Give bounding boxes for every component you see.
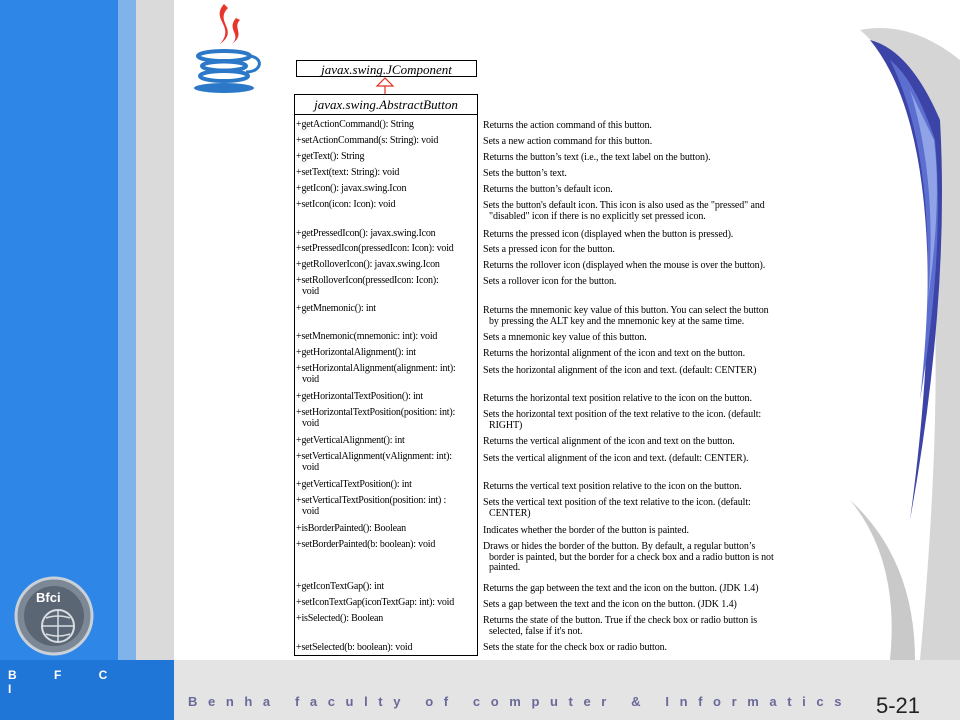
member-description: Returns the vertical alignment of the icon and text on the button. <box>483 436 735 447</box>
member-signature-line: +setHorizontalTextPosition(position: int): <box>296 407 456 418</box>
member-signature <box>296 496 478 517</box>
member-description: Returns the button’s default icon. <box>483 184 613 195</box>
bfci-logo-icon <box>14 574 94 658</box>
member-signature: +setPressedIcon(pressedIcon: Icon): void <box>296 243 454 254</box>
member-description: Sets a pressed icon for the button. <box>483 244 615 255</box>
member-description-line: Returns the state of the button. True if the check box or radio button is <box>483 615 758 626</box>
uml-superclass-box: javax.swing.JComponent <box>296 60 477 77</box>
uml-class-title: javax.swing.AbstractButton <box>295 95 477 115</box>
sidebar-gray-band <box>136 0 174 660</box>
member-description-line: Sets the horizontal text position of the text relative to the icon. (default: <box>483 409 762 420</box>
member-description <box>483 616 813 637</box>
member-description-line: CENTER) <box>489 507 531 519</box>
member-description <box>483 306 813 327</box>
member-signature: +getText(): String <box>296 151 365 162</box>
member-signature-line: void <box>302 417 319 429</box>
member-description-line: by pressing the ALT key and the mnemonic key at the same time. <box>489 315 745 327</box>
member-signature: +getIcon(): javax.swing.Icon <box>296 183 407 194</box>
member-description-line: "disabled" icon if there is no explicitly set pressed icon. <box>489 210 706 222</box>
member-description: Returns the rollover icon (displayed when the mouse is over the button). <box>483 260 766 271</box>
member-description: Returns the horizontal alignment of the icon and text on the button. <box>483 348 746 359</box>
member-description: Sets the horizontal alignment of the icon and text. (default: CENTER) <box>483 365 757 376</box>
member-description-line: RIGHT) <box>489 419 523 431</box>
member-signature: +getVerticalTextPosition(): int <box>296 479 412 490</box>
inheritance-arrow-icon <box>372 77 398 95</box>
member-signature: +setActionCommand(s: String): void <box>296 135 439 146</box>
member-signature: +getIconTextGap(): int <box>296 581 385 592</box>
member-signature: +getRolloverIcon(): javax.swing.Icon <box>296 259 440 270</box>
member-description: Returns the gap between the text and the icon on the button. (JDK 1.4) <box>483 583 759 594</box>
member-signature <box>296 452 478 473</box>
member-signature-line: void <box>302 461 319 473</box>
member-description: Returns the pressed icon (displayed when the button is pressed). <box>483 229 734 240</box>
member-description: Returns the button’s text (i.e., the text label on the button). <box>483 152 711 163</box>
footer-faculty-name: Benha faculty of computer & Informatics <box>188 694 853 709</box>
member-description: Sets a gap between the text and the icon on the button. (JDK 1.4) <box>483 599 737 610</box>
member-description: Sets the button’s text. <box>483 168 567 179</box>
member-signature: +getPressedIcon(): javax.swing.Icon <box>296 228 436 239</box>
member-signature-line: +setVerticalTextPosition(position: int) : <box>296 495 447 506</box>
page-number: 5-21 <box>875 693 920 718</box>
member-signature-line: +setRolloverIcon(pressedIcon: Icon): <box>296 275 439 286</box>
member-description: Indicates whether the border of the button is painted. <box>483 525 689 536</box>
member-description-line: Sets the vertical text position of the text relative to the icon. (default: <box>483 497 751 508</box>
member-signature: +setSelected(b: boolean): void <box>296 642 413 653</box>
member-signature: +setText(text: String): void <box>296 167 400 178</box>
member-signature: +getHorizontalAlignment(): int <box>296 347 416 358</box>
member-signature: +setIcon(icon: Icon): void <box>296 199 396 210</box>
member-description-line: painted. <box>489 562 521 573</box>
member-description: Returns the action command of this button. <box>483 120 652 131</box>
member-signature <box>296 408 478 429</box>
decorative-swoosh-icon <box>820 0 960 660</box>
member-description <box>483 498 813 519</box>
member-description <box>483 542 813 574</box>
member-signature-line: void <box>302 505 319 517</box>
sidebar-light-band <box>118 0 136 720</box>
member-signature: +getVerticalAlignment(): int <box>296 435 405 446</box>
member-signature-line: +setHorizontalAlignment(alignment: int): <box>296 363 456 374</box>
member-signature <box>296 364 478 385</box>
member-signature: +setIconTextGap(iconTextGap: int): void <box>296 597 455 608</box>
member-signature: +getMnemonic(): int <box>296 303 376 314</box>
member-description-line: Draws or hides the border of the button. By default, a regular button’s <box>483 541 756 552</box>
member-description <box>483 410 813 431</box>
java-logo-icon <box>184 0 270 98</box>
member-description-line: Returns the mnemonic key value of this button. You can select the button <box>483 305 769 316</box>
member-description: Returns the vertical text position relative to the icon on the button. <box>483 481 742 492</box>
member-signature: +isBorderPainted(): Boolean <box>296 523 406 534</box>
member-description: Returns the horizontal text position relative to the icon on the button. <box>483 393 752 404</box>
member-description: Sets a rollover icon for the button. <box>483 276 617 287</box>
member-description <box>483 201 813 222</box>
member-description-line: Sets the button's default icon. This icon is also used as the "pressed" and <box>483 200 765 211</box>
member-description: Sets the vertical alignment of the icon and text. (default: CENTER). <box>483 453 749 464</box>
footer-org-abbrev: B F C I <box>8 668 125 696</box>
member-description: Sets a mnemonic key value of this button. <box>483 332 647 343</box>
member-description-line: selected, false if it's not. <box>489 625 583 637</box>
member-description: Sets the state for the check box or radio button. <box>483 642 667 653</box>
bfci-logo-text: Bfci <box>36 590 61 605</box>
member-description: Sets a new action command for this button. <box>483 136 653 147</box>
member-signature-line: void <box>302 285 319 297</box>
member-signature: +getActionCommand(): String <box>296 119 414 130</box>
member-signature: +isSelected(): Boolean <box>296 613 384 624</box>
member-signature-line: void <box>302 373 319 385</box>
member-signature: +setMnemonic(mnemonic: int): void <box>296 331 438 342</box>
member-description-line: border is painted, but the border for a check box and a radio button is not <box>489 551 774 563</box>
member-signature: +getHorizontalTextPosition(): int <box>296 391 423 402</box>
member-signature: +setBorderPainted(b: boolean): void <box>296 539 436 550</box>
member-signature <box>296 276 478 297</box>
member-signature-line: +setVerticalAlignment(vAlignment: int): <box>296 451 452 462</box>
